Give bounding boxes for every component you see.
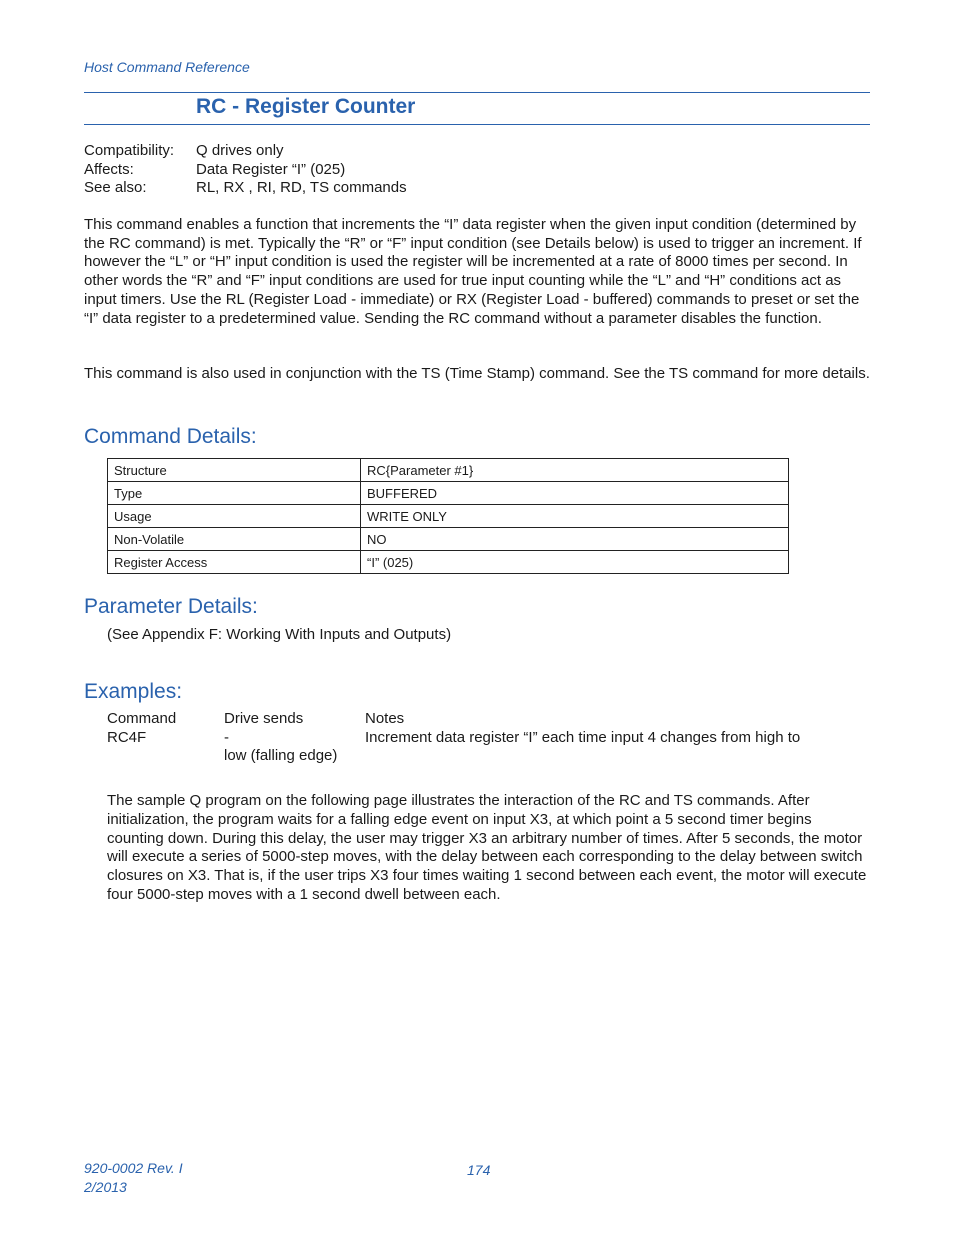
detail-value: WRITE ONLY [361,505,789,528]
detail-value: BUFFERED [361,482,789,505]
compat-value: Q drives only [196,142,284,159]
footer-date: 2/2013 [84,1179,127,1195]
detail-key: Register Access [108,551,361,574]
detail-key: Type [108,482,361,505]
table-row [108,551,789,574]
detail-key: Usage [108,505,361,528]
detail-value: “I” (025) [361,551,789,574]
table-row [108,528,789,551]
compat-value: RL, RX , RI, RD, TS commands [196,179,407,196]
parameter-note: (See Appendix F: Working With Inputs and Outputs) [107,626,452,643]
command-details-heading: Command Details: [84,425,257,448]
compat-value: Data Register “I” (025) [196,160,346,178]
title-rule-top [84,92,870,93]
intro-paragraph: This command enables a function that increments the “I” data register when the given input condition (determined by the RC command) is met. Typically the “R” or “F” input condition (see Details below) is used to trigger an increment. If however the “L” or “H” input condition is used the register will be incremented at a rate of 8000 times per second. In other words the “R” and “F” input conditions are used for true input counting while the “L” and “H” conditions act as input timers. Use the RL (Register Load - immediate) or RX (Register Load - buffered) commands to preset or set the “I” data register to a predetermined value. Sending the RC command without a parameter disables the function. [84,216,862,327]
compat-label: See also: [84,179,147,196]
intro-paragraph-2: This command is also used in conjunction with the TS (Time Stamp) command. See the TS command for more details. [84,365,870,382]
compatibility-block [84,142,407,198]
detail-key: Structure [108,459,361,482]
detail-key: Non-Volatile [108,528,361,551]
running-header: Host Command Reference [84,59,250,75]
footer-doc-info [84,1159,183,1197]
compat-row [84,179,407,198]
compat-row [84,142,407,161]
page-title: RC - Register Counter [196,95,416,118]
page-number: 174 [467,1162,491,1178]
sample-program-paragraph: The sample Q program on the following page illustrates the interaction of the RC and TS commands. After initialization, the program waits for a falling edge event on input X3, at which point a 5 second timer begins counting down. During this delay, the user may trigger X3 an arbitrary number of times. After 5 seconds, the motor will execute a series of 5000-step moves, with the delay between each corresponding to the delay between switch closures on X3. That is, if the user trips X3 four times waiting 1 second between each event, the motor will execute four 5000-step moves with a 1 second dwell between each. [107,792,867,903]
example-notes: Increment data register “I” each time input 4 changes from high to [365,728,801,746]
table-row [108,459,789,482]
detail-value: NO [361,528,789,551]
examples-table [107,710,835,766]
table-row [107,729,835,748]
col-header-command: Command [107,710,177,727]
example-drive-sends: - [224,728,229,746]
col-header-drive-sends: Drive sends [224,710,304,727]
parameter-details-heading: Parameter Details: [84,595,258,618]
compat-row [84,161,407,180]
compat-label: Compatibility: [84,142,175,159]
footer-doc-number: 920-0002 Rev. I [84,1160,183,1176]
col-header-notes: Notes [365,710,405,727]
detail-value: RC{Parameter #1} [361,459,789,482]
example-notes-continued: low (falling edge) [224,747,338,764]
title-rule-bottom [84,124,870,125]
command-details-table [107,458,789,574]
table-row-continuation [107,747,835,766]
examples-heading: Examples: [84,680,183,703]
example-command: RC4F [107,728,147,746]
table-row [108,505,789,528]
compat-label: Affects: [84,160,134,178]
table-row [108,482,789,505]
examples-header-row [107,710,835,729]
